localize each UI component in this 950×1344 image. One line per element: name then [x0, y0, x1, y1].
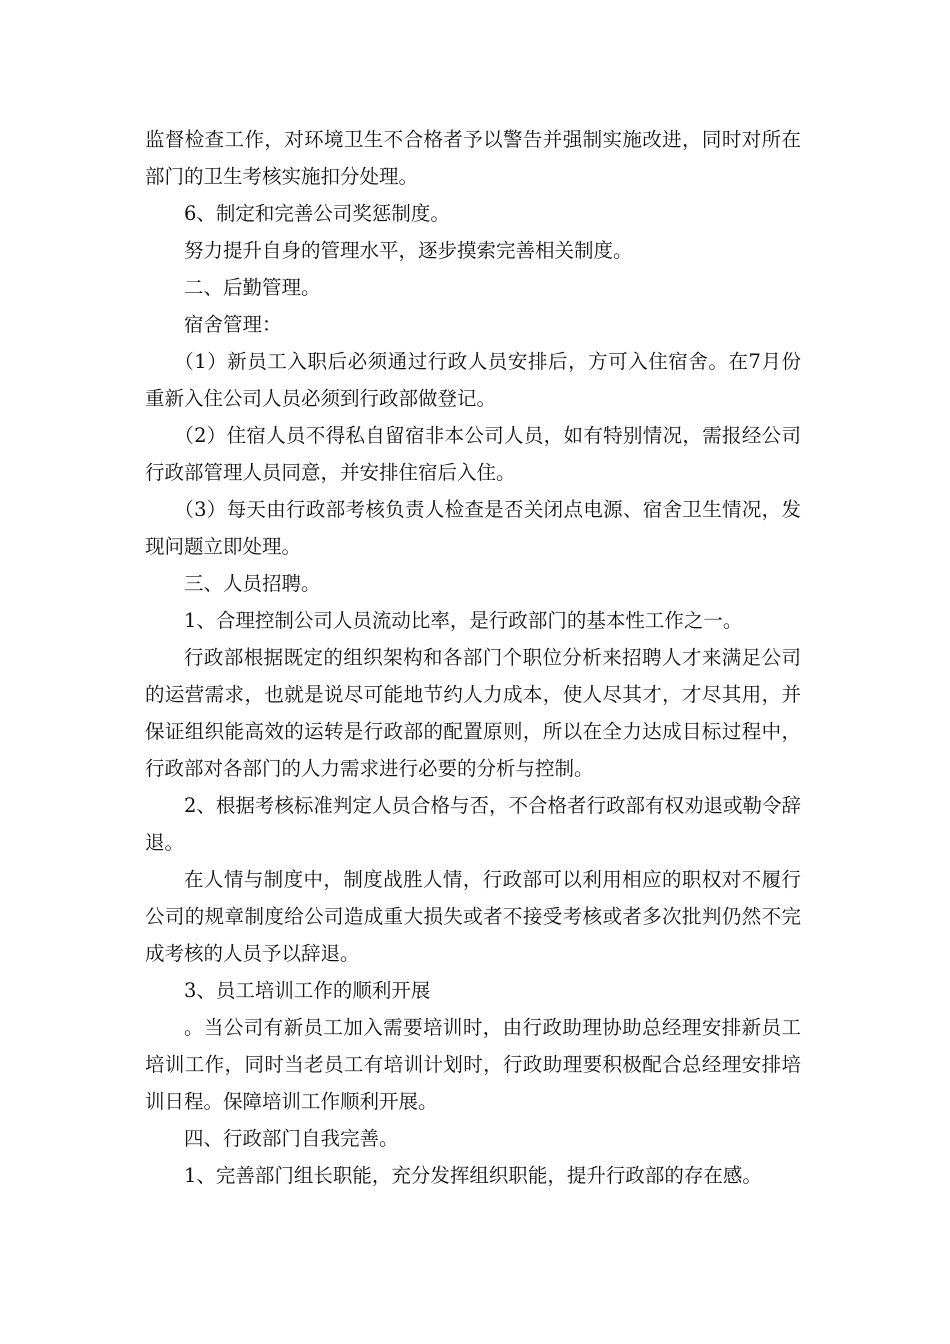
section-heading-self-improvement: 四、行政部门自我完善。: [184, 1127, 399, 1150]
paragraph-heading-training: 3、员工培训工作的顺利开展: [184, 979, 431, 1002]
list-item-dorm-1: （1）新员工入职后必须通过行政人员安排后，方可入住宿舍。在7月份重新入住公司人员必须到行政部做登记。: [145, 350, 801, 410]
paragraph-recruitment-principle: 行政部根据既定的组织架构和各部门个职位分析来招聘人才来满足公司的运营需求，也就是说尽可能地节约人力成本，使人尽其才，才尽其用，并保证组织能高效的运转是行政部的配置原则，所以在全力达成目标过程中，行政部对各部门的人力需求进行必要的分析与控制。: [145, 646, 801, 780]
paragraph-team-leader-function: 1、完善部门组长职能，充分发挥组织职能，提升行政部的存在感。: [184, 1164, 762, 1187]
section-heading-logistics: 二、后勤管理。: [184, 276, 321, 299]
paragraph-heading-turnover: 1、合理控制公司人员流动比率，是行政部门的基本性工作之一。: [184, 609, 743, 632]
paragraph-dismissal: 在人情与制度中，制度战胜人情，行政部可以利用相应的职权对不履行公司的规章制度给公司造成重大损失或者不接受考核或者多次批判仍然不完成考核的人员予以辞退。: [145, 868, 801, 965]
paragraph-dorm-management: 宿舍管理：: [184, 313, 282, 336]
paragraph-heading-assessment: 2、根据考核标准判定人员合格与否，不合格者行政部有权劝退或勒令辞退。: [145, 794, 801, 854]
paragraph-inspection: 监督检查工作，对环境卫生不合格者予以警告并强制实施改进，同时对所在部门的卫生考核实施扣分处理。: [145, 128, 801, 188]
list-item-dorm-3: （3）每天由行政部考核负责人检查是否关闭点电源、宿舍卫生情况，发现问题立即处理。: [145, 498, 801, 558]
document-body: [145, 121, 801, 1194]
paragraph-heading-reward-system: 6、制定和完善公司奖惩制度。: [184, 202, 450, 225]
paragraph-management-level: 努力提升自身的管理水平，逐步摸索完善相关制度。: [184, 239, 633, 262]
list-item-dorm-2: （2）住宿人员不得私自留宿非本公司人员，如有特别情况，需报经公司行政部管理人员同意，并安排住宿后入住。: [145, 424, 801, 484]
section-heading-recruitment: 三、人员招聘。: [184, 572, 321, 595]
paragraph-training-details: 。当公司有新员工加入需要培训时，由行政助理协助总经理安排新员工培训工作，同时当老员工有培训计划时，行政助理要积极配合总经理安排培训日程。保障培训工作顺利开展。: [145, 1016, 801, 1113]
